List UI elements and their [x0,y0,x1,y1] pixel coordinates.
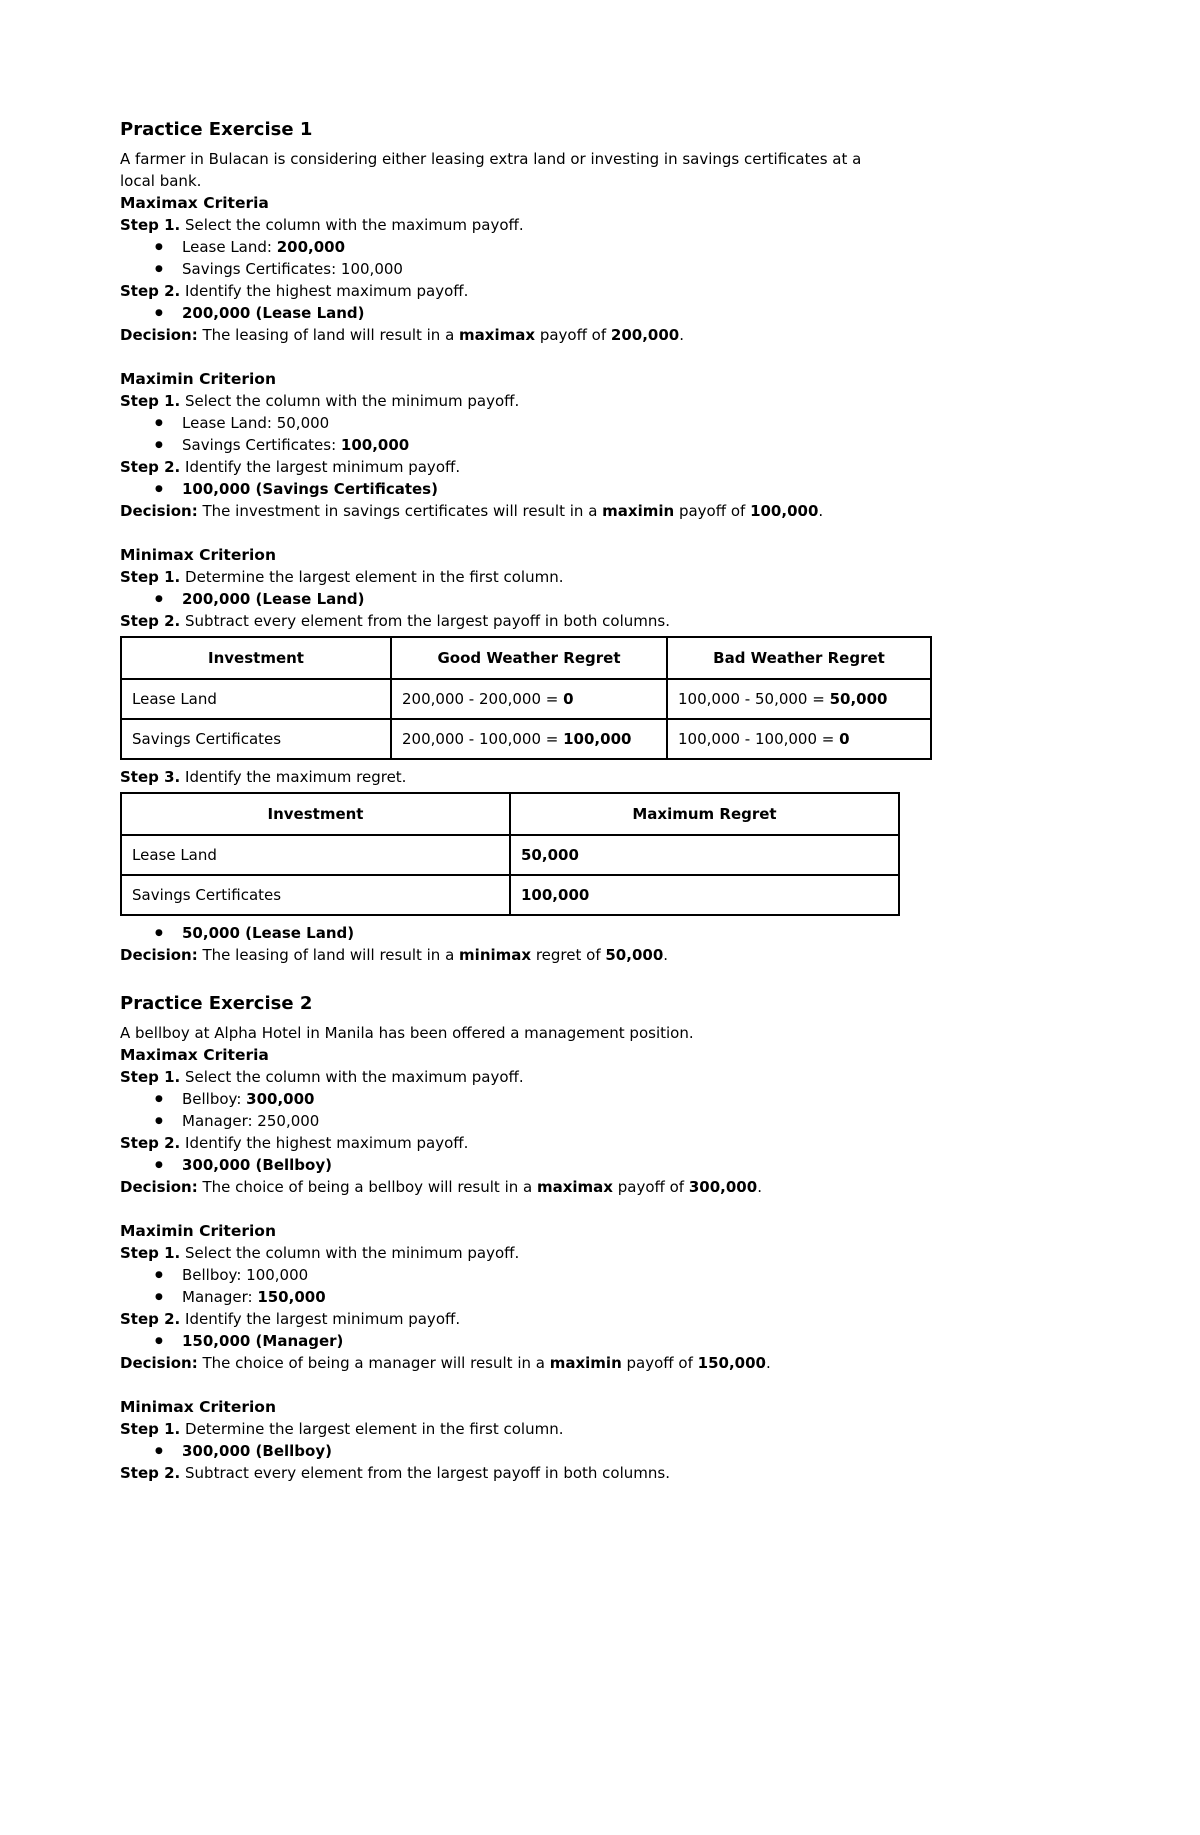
ex2-minimax-step1: Step 1. Determine the largest element in the first column. [120,1420,564,1438]
regret-table [120,636,932,760]
bullet-item: ● 300,000 (Bellboy) [120,1154,900,1176]
ex1-minimax-step1-bullets [120,588,900,610]
table-row [121,835,899,875]
ex2-maximax-heading: Maximax Criteria [120,1046,269,1064]
ex2-maximax-step1-bullets [120,1088,900,1132]
ex1-minimax-heading: Minimax Criterion [120,546,276,564]
table-row [121,719,931,759]
bullet-item: ● 200,000 (Lease Land) [120,588,900,610]
bullet-item: ● Lease Land: 50,000 [120,412,900,434]
ex2-maximax-step2-bullets [120,1154,900,1176]
table-cell: 200,000 - 200,000 = 0 [391,679,667,719]
maximum-regret-table [120,792,900,916]
document-content [120,118,900,1484]
bullet-item: ● 50,000 (Lease Land) [120,922,900,944]
ex2-maximax-decision: Decision: The choice of being a bellboy will result in a maximax payoff of 300,000. [120,1178,762,1196]
ex2-maximin-step2-bullets [120,1330,900,1352]
ex2-minimax-heading: Minimax Criterion [120,1398,276,1416]
table-cell: Lease Land [121,679,391,719]
ex2-minimax-step1-bullets [120,1440,900,1462]
ex1-maximin-decision: Decision: The investment in savings certificates will result in a maximin payoff of 100,000. [120,502,824,520]
ex1-maximax-step2-bullets [120,302,900,324]
exercise-2-intro: A bellboy at Alpha Hotel in Manila has been offered a management position. [120,1024,694,1042]
bullet-item: ● 100,000 (Savings Certificates) [120,478,900,500]
ex1-maximax-step2: Step 2. Identify the highest maximum payoff. [120,282,469,300]
ex1-minimax-step1: Step 1. Determine the largest element in the first column. [120,568,564,586]
table-cell: 50,000 [510,835,899,875]
table-cell: 200,000 - 100,000 = 100,000 [391,719,667,759]
bullet-item: ● Bellboy: 300,000 [120,1088,900,1110]
ex2-maximin-step1-bullets [120,1264,900,1308]
ex1-maximin-step1: Step 1. Select the column with the minimum payoff. [120,392,520,410]
table-cell: 100,000 - 50,000 = 50,000 [667,679,931,719]
ex1-maximin-step2-bullets [120,478,900,500]
ex1-maximax-decision: Decision: The leasing of land will result in a maximax payoff of 200,000. [120,326,685,344]
ex1-maximin-heading: Maximin Criterion [120,370,276,388]
bullet-item: ● Bellboy: 100,000 [120,1264,900,1286]
exercise-1-intro: A farmer in Bulacan is considering either leasing extra land or investing in savings certificates at a local bank. [120,150,862,190]
ex1-minimax-step2: Step 2. Subtract every element from the largest payoff in both columns. [120,612,670,630]
exercise-2-title: Practice Exercise 2 [120,993,313,1014]
ex2-maximin-decision: Decision: The choice of being a manager will result in a maximin payoff of 150,000. [120,1354,771,1372]
bullet-item: ● Savings Certificates: 100,000 [120,434,900,456]
bullet-item: ● 150,000 (Manager) [120,1330,900,1352]
ex1-minimax-result-bullets [120,922,900,944]
table-cell: 100,000 [510,875,899,915]
exercise-1-section [120,118,900,966]
exercise-2-section [120,992,900,1484]
table-header-row [121,793,899,835]
ex1-maximax-step1: Step 1. Select the column with the maximum payoff. [120,216,524,234]
table-cell: Savings Certificates [121,875,510,915]
table-header-row [121,637,931,679]
bullet-item: ● Savings Certificates: 100,000 [120,258,900,280]
table-cell: 100,000 - 100,000 = 0 [667,719,931,759]
table-header-cell: Investment [121,637,391,679]
exercise-1-title: Practice Exercise 1 [120,119,313,140]
ex1-maximax-step1-bullets [120,236,900,280]
table-cell: Lease Land [121,835,510,875]
ex2-maximax-step1: Step 1. Select the column with the maximum payoff. [120,1068,524,1086]
ex2-minimax-step2: Step 2. Subtract every element from the largest payoff in both columns. [120,1464,670,1482]
bullet-item: ● 200,000 (Lease Land) [120,302,900,324]
bullet-item: ● Manager: 250,000 [120,1110,900,1132]
table-cell: Savings Certificates [121,719,391,759]
ex1-maximin-step1-bullets [120,412,900,456]
ex2-maximin-step1: Step 1. Select the column with the minimum payoff. [120,1244,520,1262]
ex2-maximax-step2: Step 2. Identify the highest maximum payoff. [120,1134,469,1152]
ex1-minimax-step3: Step 3. Identify the maximum regret. [120,768,407,786]
table-row [121,875,899,915]
table-header-cell: Investment [121,793,510,835]
table-row [121,679,931,719]
ex1-maximin-step2: Step 2. Identify the largest minimum payoff. [120,458,461,476]
table-header-cell: Good Weather Regret [391,637,667,679]
ex2-maximin-step2: Step 2. Identify the largest minimum payoff. [120,1310,461,1328]
table-header-cell: Bad Weather Regret [667,637,931,679]
table-header-cell: Maximum Regret [510,793,899,835]
bullet-item: ● 300,000 (Bellboy) [120,1440,900,1462]
ex1-maximax-heading: Maximax Criteria [120,194,269,212]
ex2-maximin-heading: Maximin Criterion [120,1222,276,1240]
ex1-minimax-decision: Decision: The leasing of land will result in a minimax regret of 50,000. [120,946,669,964]
bullet-item: ● Manager: 150,000 [120,1286,900,1308]
bullet-item: ● Lease Land: 200,000 [120,236,900,258]
